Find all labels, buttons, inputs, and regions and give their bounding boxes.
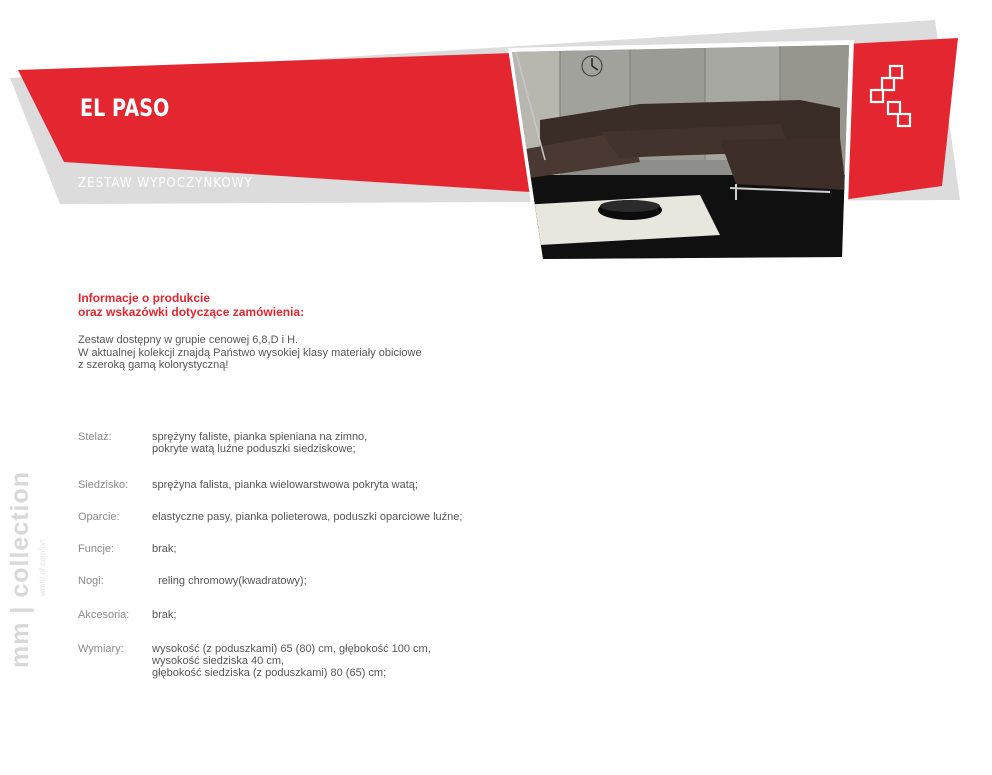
intro-line3: z szeroką gamą kolorystyczną! <box>78 359 229 371</box>
info-heading <box>78 291 498 319</box>
info-heading-line1: Informacje o produkcie <box>78 291 211 305</box>
spec-value: sprężyna falista, pianka wielowarstwowa pokryta watą; <box>152 479 418 491</box>
info-heading-line2: oraz wskazówki dotyczące zamówienia: <box>78 305 305 319</box>
spec-value-line: sprężyny faliste, pianka spieniana na zimno, <box>152 431 368 443</box>
spec-value-line: wysokość siedziska 40 cm, <box>152 655 285 667</box>
spec-value: brak; <box>152 609 177 621</box>
sofa-photo <box>500 40 860 275</box>
brand-name: mm | collection <box>6 470 34 668</box>
brand-tagline: world of comfort <box>38 539 47 596</box>
spec-label: Wymiary: <box>78 643 124 655</box>
spec-value-line: głębokość siedziska (z poduszkami) 80 (65) cm; <box>152 667 387 679</box>
spec-label: Akcesoria: <box>78 609 130 621</box>
spec-label: Oparcie: <box>78 511 120 523</box>
spec-label: Stelaż: <box>78 431 112 443</box>
banner-red-panel <box>842 38 958 200</box>
header-banner <box>0 0 992 275</box>
spec-value: brak; <box>152 543 177 555</box>
spec-value-line: pokryte watą luźne poduszki siedziskowe; <box>152 443 356 455</box>
spec-value <box>152 431 367 455</box>
brand-watermark <box>6 470 60 668</box>
spec-label: Siedzisko: <box>78 479 129 491</box>
spec-label: Nogi: <box>78 575 104 587</box>
page-title: EL PASO <box>80 94 170 122</box>
spec-label: Funcje: <box>78 543 115 555</box>
spec-value: reling chromowy(kwadratowy); <box>152 575 307 587</box>
spec-value: elastyczne pasy, pianka polieterowa, poduszki oparciowe luźne; <box>152 511 463 523</box>
page-subtitle: ZESTAW WYPOCZYNKOWY <box>78 176 253 191</box>
spec-value <box>152 643 431 679</box>
intro-paragraph <box>78 334 538 372</box>
intro-line2: W aktualnej kolekcji znajdą Państwo wysokiej klasy materiały obiciowe <box>78 346 422 359</box>
intro-line1: Zestaw dostępny w grupie cenowej 6,8,D i H. <box>78 334 299 346</box>
spec-value-line: wysokość (z poduszkami) 65 (80) cm, głębokość 100 cm, <box>152 643 431 655</box>
